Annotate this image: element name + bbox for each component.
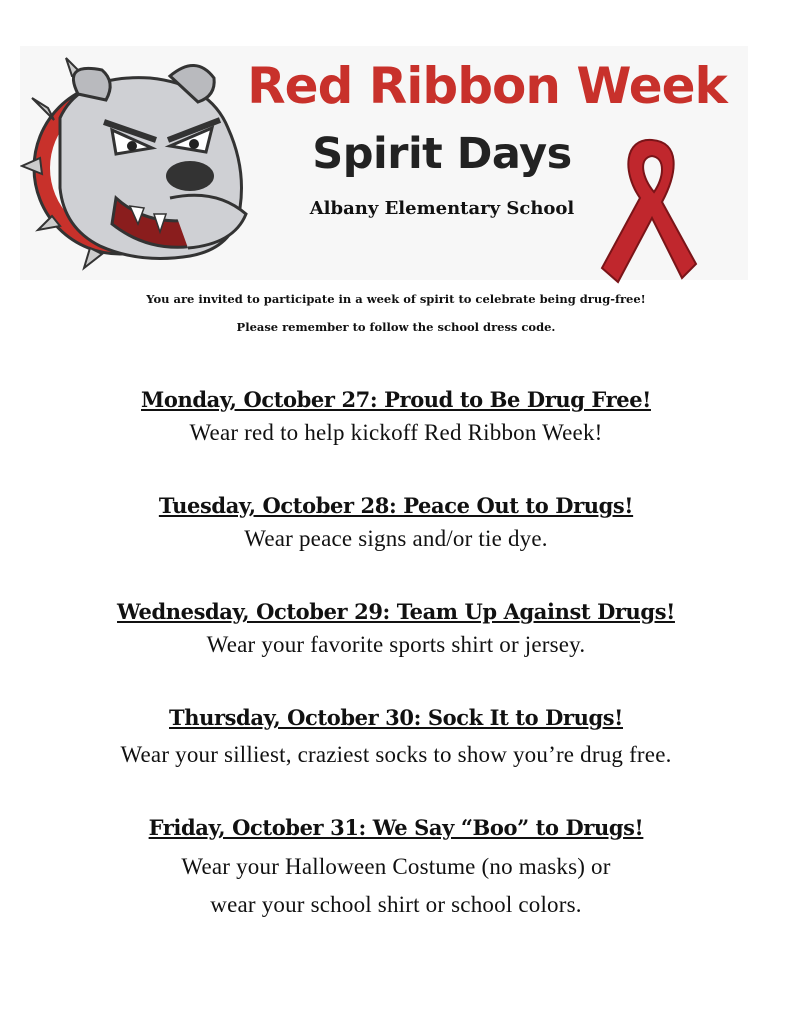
day-desc-tuesday: Wear peace signs and/or tie dye. [244, 526, 548, 551]
day-desc-monday: Wear red to help kickoff Red Ribbon Week! [189, 420, 603, 445]
school-name: Albany Elementary School [309, 198, 575, 219]
bulldog-mascot-icon [20, 48, 280, 282]
day-desc-thursday: Wear your silliest, craziest socks to show you’re drug free. [120, 742, 672, 767]
page-subtitle: Spirit Days [312, 129, 572, 179]
intro-line-1: You are invited to participate in a week of spirit to celebrate being drug-free! [146, 292, 646, 306]
red-ribbon-icon [594, 132, 698, 284]
day-desc-friday: Wear your Halloween Costume (no masks) or [181, 854, 611, 879]
day-heading-wednesday: Wednesday, October 29: Team Up Against Drugs! [117, 599, 675, 624]
header-banner [20, 46, 748, 280]
day-desc-wednesday: Wear your favorite sports shirt or jersey. [206, 632, 586, 657]
day-desc-friday-line-2: wear your school shirt or school colors. [210, 892, 582, 917]
day-heading-thursday: Thursday, October 30: Sock It to Drugs! [169, 705, 623, 730]
day-heading-monday: Monday, October 27: Proud to Be Drug Free! [141, 387, 651, 412]
intro-line-2: Please remember to follow the school dress code. [236, 320, 556, 334]
page-title: Red Ribbon Week [247, 57, 727, 115]
day-heading-tuesday: Tuesday, October 28: Peace Out to Drugs! [158, 493, 634, 518]
day-heading-friday: Friday, October 31: We Say “Boo” to Drugs! [148, 815, 644, 840]
